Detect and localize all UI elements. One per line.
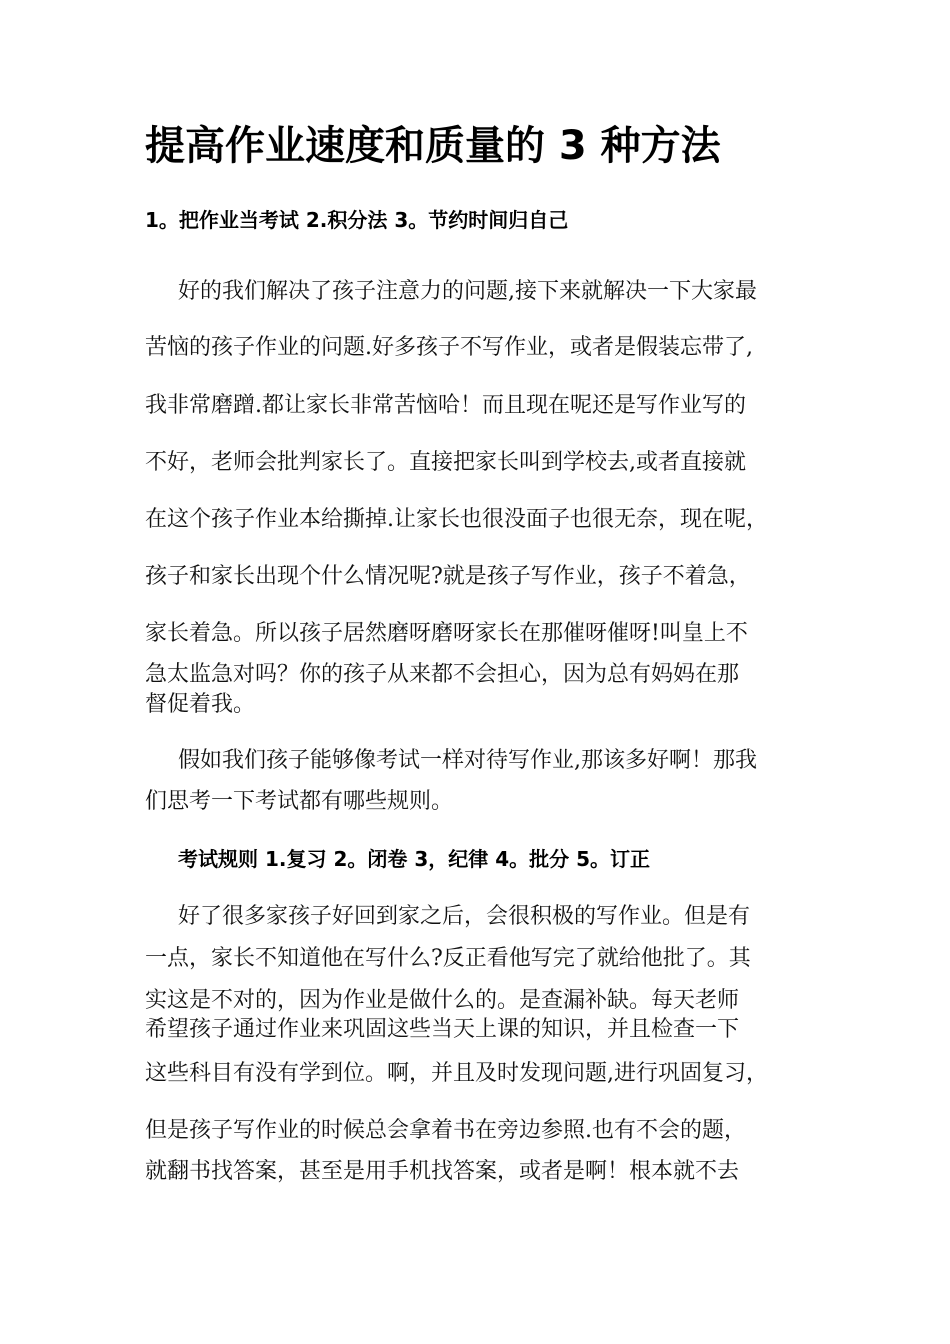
text-line: 督促着我。 xyxy=(145,692,256,717)
text-line: 家长着急。所以孩子居然磨呀磨呀家长在那催呀催呀!叫皇上不 xyxy=(145,621,748,646)
text-line: 我非常磨蹭.都让家长非常苦恼哈！而且现在呢还是写作业写的 xyxy=(145,393,746,418)
text-line: 不好，老师会批判家长了。直接把家长叫到学校去,或者直接就 xyxy=(145,450,746,475)
text-line: 在这个孩子作业本给撕掉.让家长也很没面子也很无奈，现在呢， xyxy=(145,507,768,532)
text-line: 好的我们解决了孩子注意力的问题,接下来就解决一下大家最 xyxy=(178,279,757,304)
text-line: 们思考一下考试都有哪些规则。 xyxy=(145,789,454,814)
text-line: 但是孩子写作业的时候总会拿着书在旁边参照.也有不会的题， xyxy=(145,1118,746,1143)
text-line: 孩子和家长出现个什么情况呢?就是孩子写作业，孩子不着急， xyxy=(145,564,751,589)
method-summary: 1。把作业当考试 2.积分法 3。节约时间归自己 xyxy=(145,208,569,232)
text-line: 实这是不对的，因为作业是做什么的。是查漏补缺。每天老师 xyxy=(145,988,740,1013)
text-line: 就翻书找答案，甚至是用手机找答案，或者是啊！根本就不去 xyxy=(145,1159,740,1184)
document-title: 提高作业速度和质量的 3 种方法 xyxy=(145,123,721,169)
text-line: 好了很多家孩子好回到家之后，会很积极的写作业。但是有 xyxy=(178,904,751,929)
text-line: 这些科目有没有学到位。啊，并且及时发现问题,进行巩固复习， xyxy=(145,1061,768,1086)
text-line: 急太监急对吗？你的孩子从来都不会担心，因为总有妈妈在那 xyxy=(145,662,740,687)
text-line: 一点，家长不知道他在写什么?反正看他写完了就给他批了。其 xyxy=(145,946,751,971)
text-line: 苦恼的孩子作业的问题.好多孩子不写作业，或者是假装忘带了, xyxy=(145,335,753,360)
text-line: 希望孩子通过作业来巩固这些当天上课的知识，并且检查一下 xyxy=(145,1017,740,1042)
text-line: 假如我们孩子能够像考试一样对待写作业,那该多好啊！那我 xyxy=(178,748,757,773)
exam-rules-heading: 考试规则 1.复习 2。闭卷 3，纪律 4。批分 5。订正 xyxy=(178,847,650,871)
